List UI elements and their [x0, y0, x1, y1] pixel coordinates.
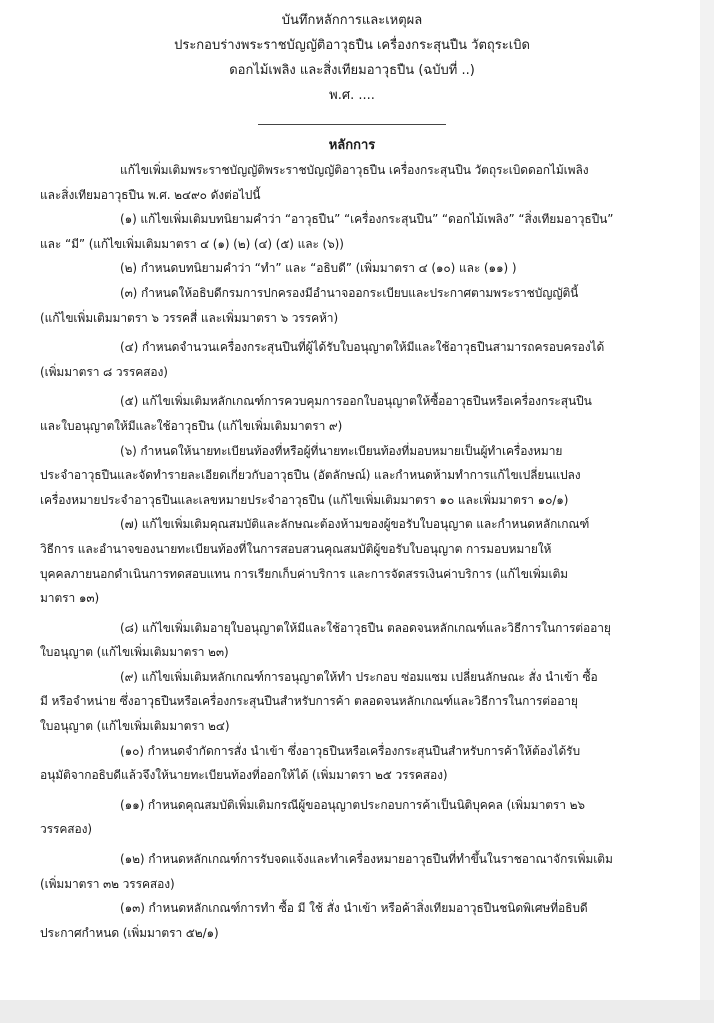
- item-12-line-1: (๑๒) กำหนดหลักเกณฑ์การรับจดแจ้งและทำเครื่องหมายอาวุธปืนที่ทำขึ้นในราชอาณาจักรเพิ่มเติม: [120, 852, 613, 867]
- item-5: [40, 389, 664, 438]
- item-4-line-2: (เพิ่มมาตรา ๘ วรรคสอง): [40, 364, 168, 379]
- intro-line-1: แก้ไขเพิ่มเติมพระราชบัญญัติพระราชบัญญัติอาวุธปืน เครื่องกระสุนปืน วัตถุระเบิดดอกไม้เพลิง: [120, 163, 589, 177]
- header-subtitle-2: ดอกไม้เพลิง และสิ่งเทียมอาวุธปืน (ฉบับที่ ..): [229, 63, 475, 78]
- item-3: [40, 281, 664, 330]
- item-10-line-1: (๑๐) กำหนดจำกัดการสั่ง นำเข้า ซึ่งอาวุธปืนหรือเครื่องกระสุนปืนสำหรับการค้าให้ต้องได้รับ: [120, 743, 581, 758]
- item-11-line-2: วรรคสอง): [40, 822, 92, 837]
- item-13-line-2: ประกาศกำหนด (เพิ่มมาตรา ๕๒/๑): [40, 925, 219, 940]
- section-title: หลักการ: [328, 138, 376, 153]
- item-7-line-1: (๗) แก้ไขเพิ่มเติมคุณสมบัติและลักษณะต้องห้ามของผู้ขอรับใบอนุญาต และกำหนดหลักเกณฑ์: [120, 517, 590, 532]
- item-12-line-2: (เพิ่มมาตรา ๓๒ วรรคสอง): [40, 876, 175, 891]
- item-9-line-2: มี หรือจำหน่าย ซึ่งอาวุธปืนหรือเครื่องกระสุนปืนสำหรับการค้า ตลอดจนหลักเกณฑ์และวิธีการในการต่ออายุ: [40, 694, 578, 709]
- item-4: [40, 335, 664, 384]
- header-year: พ.ศ. ....: [329, 88, 375, 103]
- document-header: [40, 8, 664, 108]
- item-13: [40, 896, 664, 945]
- item-6-line-3: เครื่องหมายประจำอาวุธปืนและเลขหมายประจำอาวุธปืน (แก้ไขเพิ่มเติมมาตรา ๑๐ และเพิ่มมาตรา ๑๐/๑): [40, 492, 569, 507]
- item-11: [40, 793, 664, 842]
- item-10-line-2: อนุมัติจากอธิบดีแล้วจึงให้นายทะเบียนท้องที่ออกให้ได้ (เพิ่มมาตรา ๒๕ วรรคสอง): [40, 768, 448, 783]
- item-6-line-1: (๖) กำหนดให้นายทะเบียนท้องที่หรือผู้ที่นายทะเบียนท้องที่มอบหมายเป็นผู้ทำเครื่องหมาย: [120, 443, 563, 458]
- item-2-line-1: (๒) กำหนดบทนิยามคำว่า “ทำ” และ “อธิบดี” (เพิ่มมาตรา ๔ (๑๐) และ (๑๑) ): [120, 261, 517, 276]
- item-3-line-2: (แก้ไขเพิ่มเติมมาตรา ๖ วรรคสี่ และเพิ่มมาตรา ๖ วรรคห้า): [40, 310, 339, 325]
- item-5-line-1: (๕) แก้ไขเพิ่มเติมหลักเกณฑ์การควบคุมการออกใบอนุญาตให้ซื้ออาวุธปืนหรือเครื่องกระสุนปืน: [120, 394, 592, 409]
- header-title: บันทึกหลักการและเหตุผล: [281, 13, 423, 28]
- item-5-line-2: และใบอนุญาตให้มีและใช้อาวุธปืน (แก้ไขเพิ่มเติมมาตรา ๙): [40, 418, 343, 433]
- item-9-line-1: (๙) แก้ไขเพิ่มเติมหลักเกณฑ์การอนุญาตให้ทำ ประกอบ ซ่อมแซม เปลี่ยนลักษณะ สั่ง นำเข้า ซื้อ: [120, 669, 598, 684]
- header-subtitle-1: ประกอบร่างพระราชบัญญัติอาวุธปืน เครื่องกระสุนปืน วัตถุระเบิด: [174, 38, 530, 53]
- intro-paragraph: [40, 158, 664, 207]
- item-7-line-2: วิธีการ และอำนาจของนายทะเบียนท้องที่ในการสอบสวนคุณสมบัติผู้ขอรับใบอนุญาต การมอบหมายให้: [40, 541, 552, 556]
- item-9: [40, 665, 664, 739]
- item-7-line-4: มาตรา ๑๓): [40, 591, 100, 606]
- item-2: [40, 256, 664, 281]
- item-9-line-3: ใบอนุญาต (แก้ไขเพิ่มเติมมาตรา ๒๔): [40, 719, 230, 734]
- item-8-line-2: ใบอนุญาต (แก้ไขเพิ่มเติมมาตรา ๒๓): [40, 645, 229, 660]
- divider-line: [258, 124, 446, 125]
- item-1-line-1: (๑) แก้ไขเพิ่มเติมบทนิยามคำว่า “อาวุธปืน” “เครื่องกระสุนปืน” “ดอกไม้เพลิง” “สิ่งเทียมอาวุธปืน”: [120, 212, 614, 227]
- item-10: [40, 739, 664, 788]
- item-8: [40, 616, 664, 665]
- item-7: [40, 512, 664, 610]
- item-12: [40, 847, 664, 896]
- item-4-line-1: (๔) กำหนดจำนวนเครื่องกระสุนปืนที่ผู้ได้รับใบอนุญาตให้มีและใช้อาวุธปืนสามารถครอบครองได้: [120, 340, 605, 355]
- item-11-line-1: (๑๑) กำหนดคุณสมบัติเพิ่มเติมกรณีผู้ขออนุญาตประกอบการค้าเป็นนิติบุคคล (เพิ่มมาตรา ๒๖: [120, 797, 585, 812]
- item-7-line-3: บุคคลภายนอกดำเนินการทดสอบแทน การเรียกเก็บค่าบริการ และการจัดสรรเงินค่าบริการ (แก้ไขเพิ่มเติม: [40, 566, 568, 581]
- item-1: [40, 207, 664, 256]
- item-13-line-1: (๑๓) กำหนดหลักเกณฑ์การทำ ซื้อ มี ใช้ สั่ง นำเข้า หรือค้าสิ่งเทียมอาวุธปืนชนิดพิเศษที่อธิบดี: [120, 901, 588, 916]
- item-8-line-1: (๘) แก้ไขเพิ่มเติมอายุใบอนุญาตให้มีและใช้อาวุธปืน ตลอดจนหลักเกณฑ์และวิธีการในการต่ออายุ: [120, 620, 611, 635]
- item-6-line-2: ประจำอาวุธปืนและจัดทำรายละเอียดเกี่ยวกับอาวุธปืน (อัตลักษณ์) และกำหนดห้ามทำการแก้ไขเปลี่ยนแปลง: [40, 468, 581, 483]
- page-background-edge: [0, 1000, 714, 1023]
- item-1-line-2: และ “มี” (แก้ไขเพิ่มเติมมาตรา ๔ (๑) (๒) (๔) (๕) และ (๖)): [40, 236, 344, 251]
- item-6: [40, 439, 664, 513]
- item-3-line-1: (๓) กำหนดให้อธิบดีกรมการปกครองมีอำนาจออกระเบียบและประกาศตามพระราชบัญญัตินี้: [120, 285, 579, 300]
- intro-line-2: และสิ่งเทียมอาวุธปืน พ.ศ. ๒๔๙๐ ดังต่อไปนี้: [40, 187, 261, 202]
